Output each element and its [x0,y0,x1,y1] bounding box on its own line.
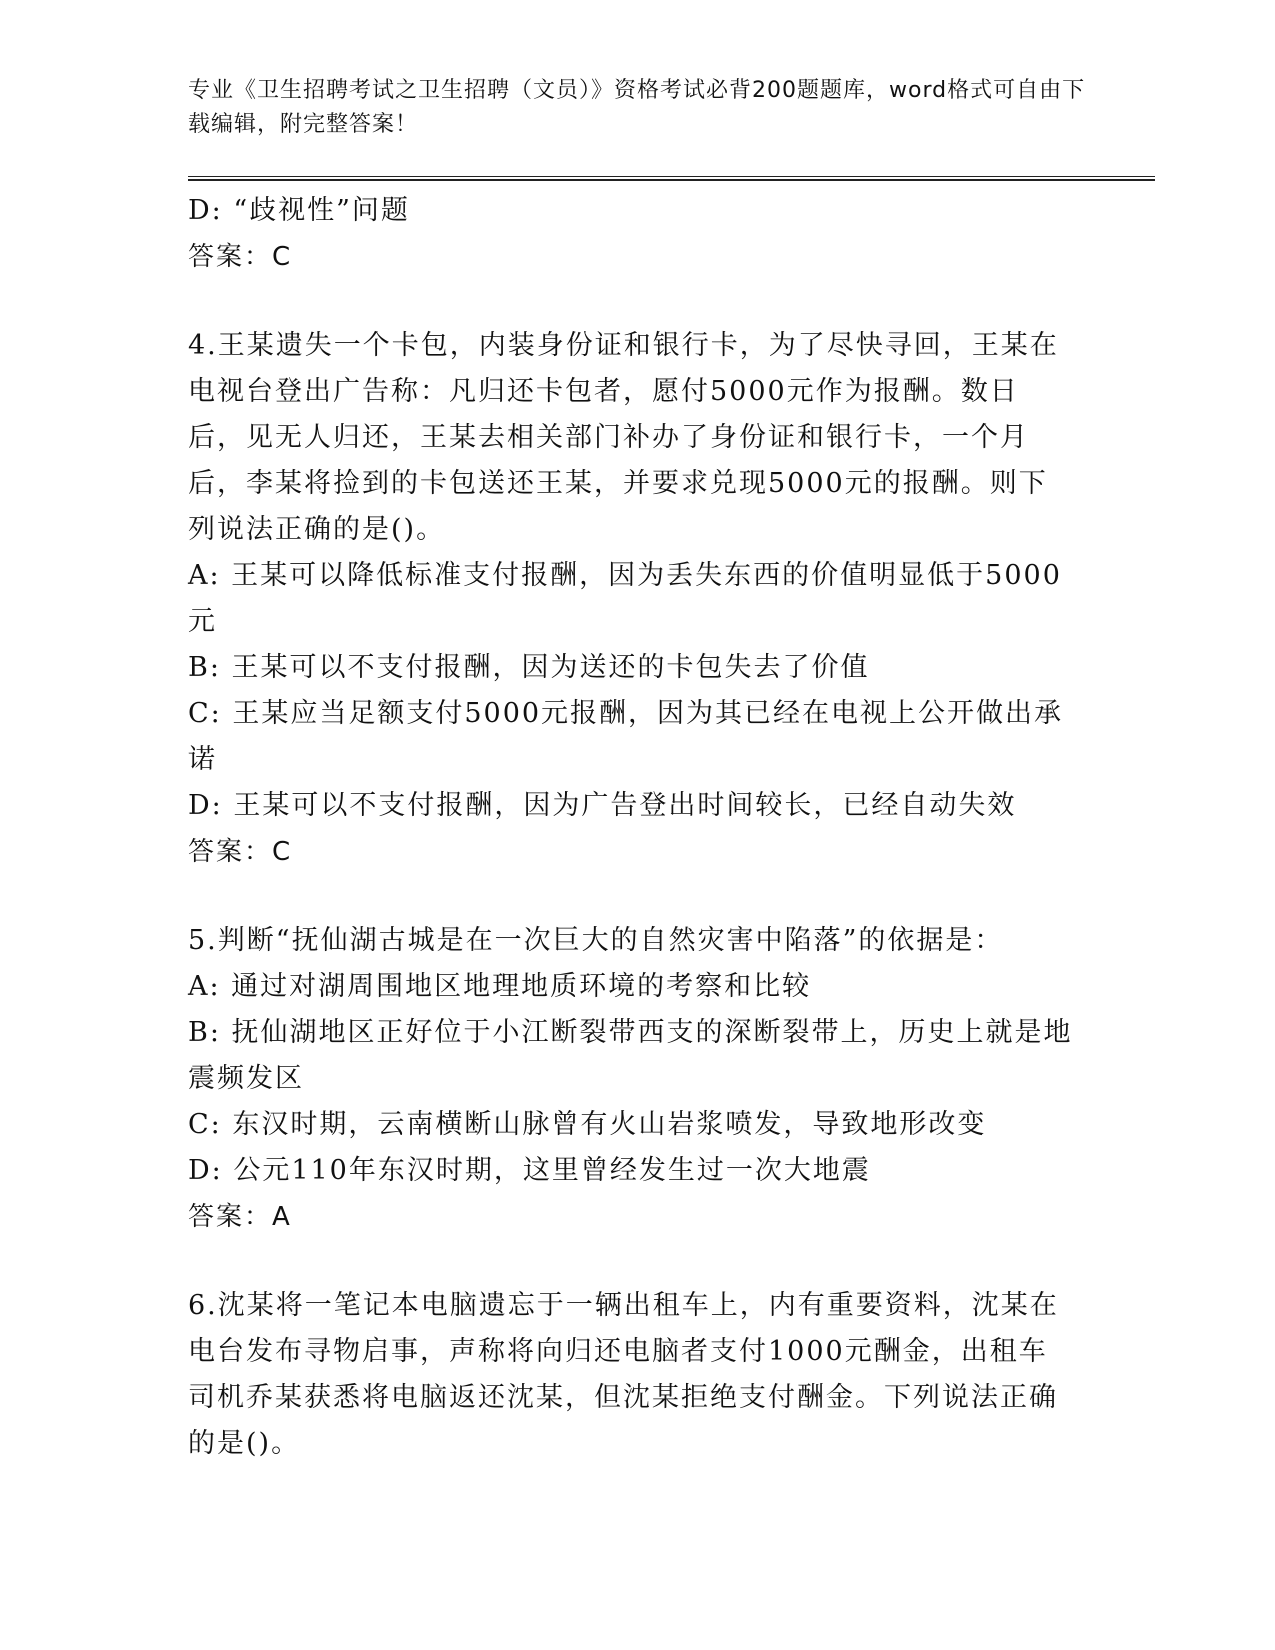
q4-option-d: D: 王某可以不支付报酬，因为广告登出时间较长，已经自动失效 [188,790,1017,821]
q3-option-d: D: “歧视性”问题 [188,195,410,226]
question-4 [188,323,1073,875]
spacer [188,280,1073,323]
spacer [188,875,1073,918]
q4-answer: 答案：C [188,837,293,867]
question-3-tail [188,188,1073,280]
q4-option-c: C: 王某应当足额支付5000元报酬，因为其已经在电视上公开做出承诺 [188,698,1064,775]
q5-option-a: A: 通过对湖周围地区地理地质环境的考察和比较 [188,971,812,1002]
q3-answer: 答案：C [188,242,293,272]
q5-stem: 5.判断“抚仙湖古城是在一次巨大的自然灾害中陷落”的依据是： [188,925,1004,956]
spacer [188,1240,1073,1283]
question-5 [188,918,1073,1240]
q6-stem: 6.沈某将一笔记本电脑遗忘于一辆出租车上，内有重要资料，沈某在电台发布寻物启事，声称将向归还电脑者支付1000元酬金，出租车司机乔某获悉将电脑返还沈某，但沈某拒绝支付酬金。下列说法正确的是()。 [188,1290,1059,1459]
document-title: 专业《卫生招聘考试之卫生招聘（文员）》资格考试必背200题题库，word格式可自由下载编辑，附完整答案！ [188,78,1086,137]
q4-option-b: B: 王某可以不支付报酬，因为送还的卡包失去了价值 [188,652,870,683]
q5-option-b: B: 抚仙湖地区正好位于小江断裂带西支的深断裂带上，历史上就是地震频发区 [188,1017,1073,1094]
q5-option-d: D: 公元110年东汉时期，这里曾经发生过一次大地震 [188,1155,871,1186]
q4-stem: 4.王某遗失一个卡包，内装身份证和银行卡，为了尽快寻回，王某在电视台登出广告称：凡归还卡包者，愿付5000元作为报酬。数日后，见无人归还，王某去相关部门补办了身份证和银行卡，一个月后，李某将捡到的卡包送还王某，并要求兑现5000元的报酬。则下列说法正确的是()。 [188,330,1059,545]
document-body [188,188,1073,1467]
document-header [188,74,1088,142]
q4-option-a: A: 王某可以降低标准支付报酬，因为丢失东西的价值明显低于5000元 [188,560,1062,637]
header-divider [188,176,1155,181]
question-6 [188,1283,1073,1467]
q5-answer: 答案：A [188,1202,292,1232]
q5-option-c: C: 东汉时期，云南横断山脉曾有火山岩浆喷发，导致地形改变 [188,1109,987,1140]
